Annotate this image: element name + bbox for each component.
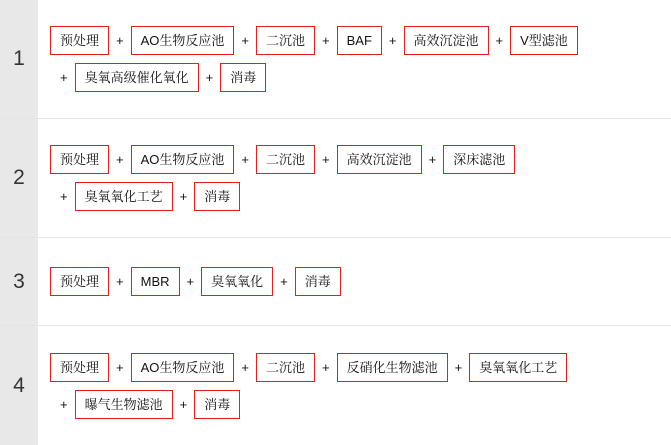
row-content bbox=[38, 326, 671, 445]
process-node: 曝气生物滤池 bbox=[75, 390, 173, 419]
plus-connector: + bbox=[179, 189, 188, 204]
process-node: AO生物反应池 bbox=[131, 145, 235, 174]
process-chain-line bbox=[50, 353, 667, 382]
plus-connector: + bbox=[116, 33, 124, 48]
process-node: 消毒 bbox=[220, 63, 266, 92]
process-node: 臭氧氧化工艺 bbox=[75, 182, 173, 211]
process-node: 反硝化生物滤池 bbox=[337, 353, 448, 382]
process-node: 消毒 bbox=[194, 390, 240, 419]
process-row bbox=[0, 238, 671, 326]
plus-connector: + bbox=[241, 152, 249, 167]
row-index-label: 4 bbox=[0, 326, 38, 445]
process-node: 臭氧氧化 bbox=[201, 267, 273, 296]
process-row bbox=[0, 0, 671, 119]
process-chain-line bbox=[50, 267, 667, 296]
row-index-label: 3 bbox=[0, 238, 38, 325]
process-node: 预处理 bbox=[50, 26, 109, 55]
process-node: 二沉池 bbox=[256, 26, 315, 55]
plus-connector: + bbox=[428, 152, 437, 167]
process-row bbox=[0, 119, 671, 238]
process-node: 预处理 bbox=[50, 145, 109, 174]
plus-connector: + bbox=[322, 33, 330, 48]
process-chain-line bbox=[50, 26, 667, 55]
process-node: 二沉池 bbox=[256, 353, 315, 382]
process-chain-line bbox=[50, 390, 667, 419]
plus-connector: + bbox=[388, 33, 397, 48]
process-node: 消毒 bbox=[295, 267, 341, 296]
plus-connector: + bbox=[495, 33, 504, 48]
process-node: 臭氧高级催化氧化 bbox=[75, 63, 199, 92]
plus-connector: + bbox=[179, 396, 188, 412]
plus-connector: + bbox=[280, 274, 288, 289]
row-content bbox=[38, 238, 671, 325]
process-node: 预处理 bbox=[50, 267, 109, 296]
process-node: MBR bbox=[131, 267, 180, 296]
process-row bbox=[0, 326, 671, 445]
plus-connector: + bbox=[241, 359, 249, 375]
plus-connector: + bbox=[116, 274, 124, 289]
plus-connector: + bbox=[186, 274, 195, 289]
process-node: 高效沉淀池 bbox=[337, 145, 422, 174]
process-chain-line bbox=[50, 182, 667, 211]
plus-connector: + bbox=[454, 359, 463, 375]
process-node: 预处理 bbox=[50, 353, 109, 382]
row-index-label: 1 bbox=[0, 0, 38, 118]
process-chain-line bbox=[50, 63, 667, 92]
plus-connector: + bbox=[60, 189, 68, 204]
process-node: BAF bbox=[337, 26, 382, 55]
process-node: 消毒 bbox=[194, 182, 240, 211]
plus-connector: + bbox=[60, 396, 68, 412]
row-content bbox=[38, 119, 671, 237]
process-node: 二沉池 bbox=[256, 145, 315, 174]
process-chain-line bbox=[50, 145, 667, 174]
row-index-label: 2 bbox=[0, 119, 38, 237]
process-node: V型滤池 bbox=[510, 26, 578, 55]
process-node: 深床滤池 bbox=[443, 145, 515, 174]
plus-connector: + bbox=[241, 33, 249, 48]
plus-connector: + bbox=[116, 359, 124, 375]
plus-connector: + bbox=[322, 152, 330, 167]
process-node: AO生物反应池 bbox=[131, 26, 235, 55]
plus-connector: + bbox=[322, 359, 330, 375]
plus-connector: + bbox=[205, 70, 214, 85]
plus-connector: + bbox=[60, 70, 68, 85]
plus-connector: + bbox=[116, 152, 124, 167]
process-node: AO生物反应池 bbox=[131, 353, 235, 382]
process-node: 高效沉淀池 bbox=[404, 26, 489, 55]
row-content bbox=[38, 0, 671, 118]
process-node: 臭氧氧化工艺 bbox=[469, 353, 567, 382]
